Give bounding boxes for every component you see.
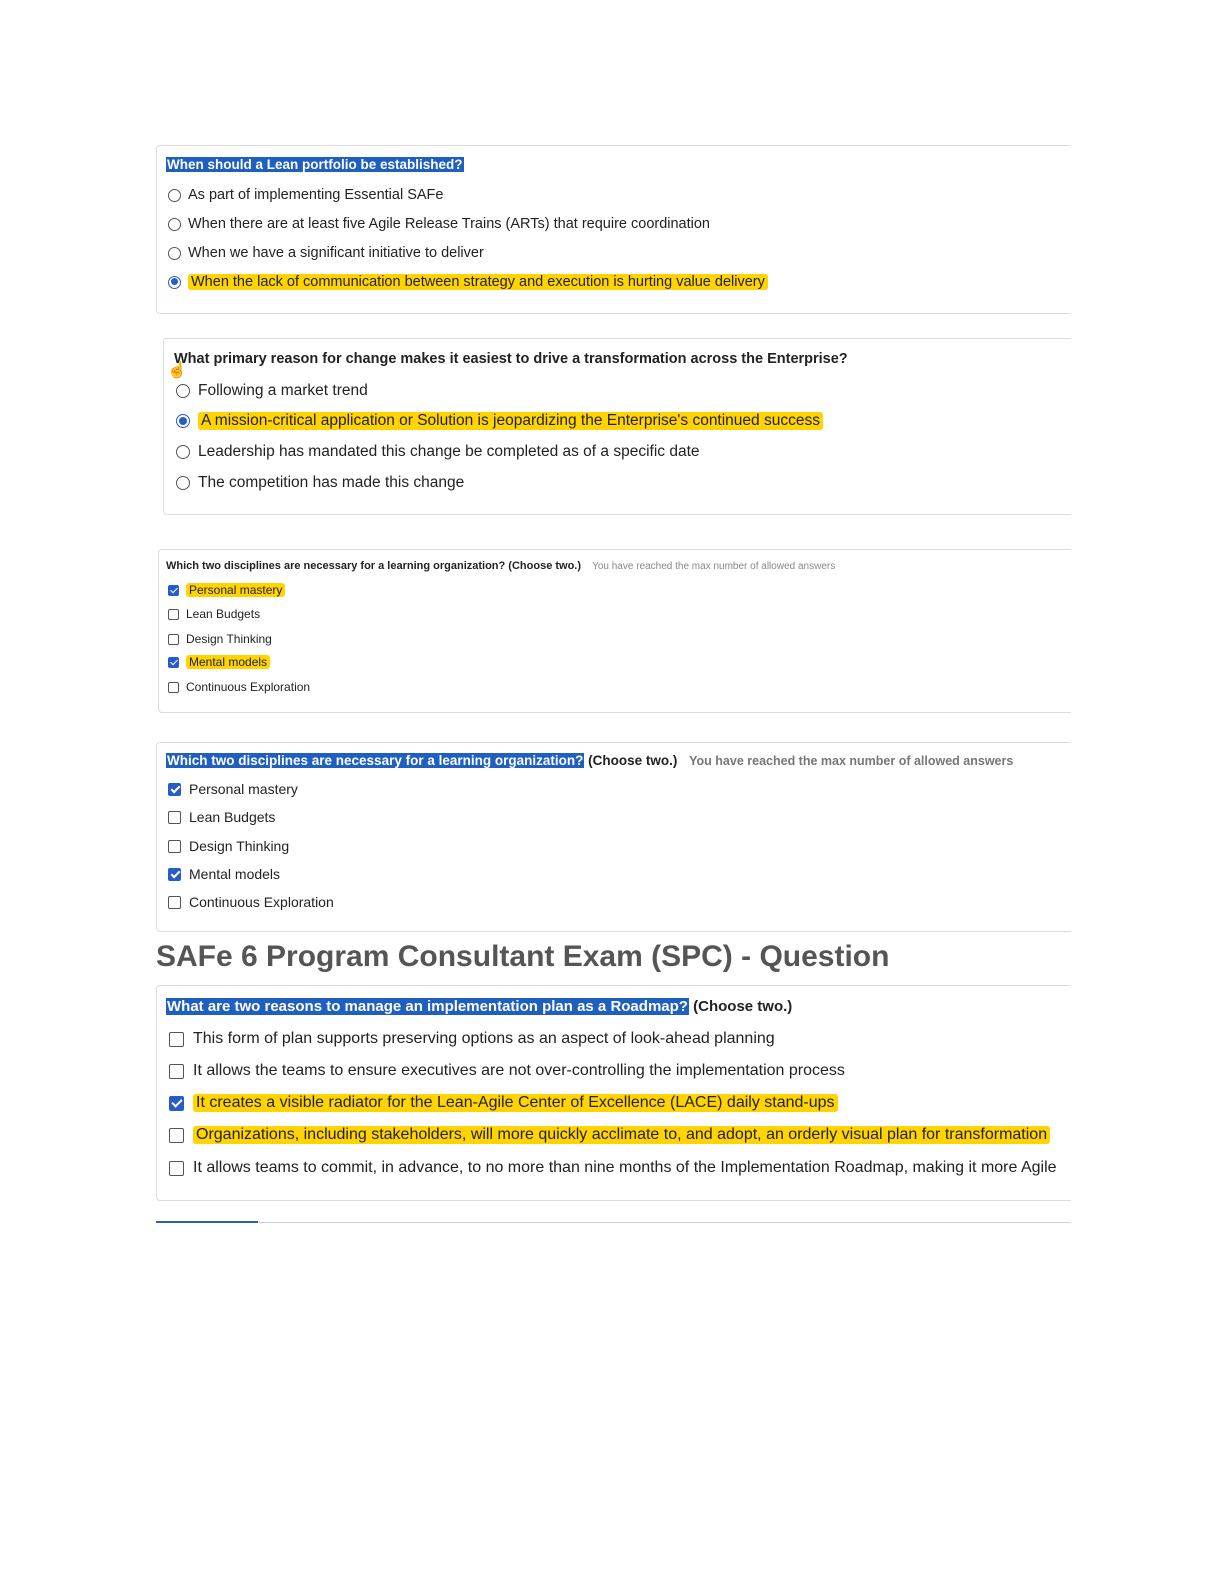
checkbox-checked[interactable] bbox=[168, 783, 181, 796]
checkbox-option[interactable] bbox=[169, 1159, 1057, 1177]
option-label: When we have a significant initiative to deliver bbox=[188, 245, 484, 261]
checkbox-option-checked[interactable] bbox=[169, 1094, 838, 1112]
checkbox[interactable] bbox=[168, 609, 179, 620]
option-label: Continuous Exploration bbox=[186, 680, 311, 694]
choose-two-label: (Choose two.) bbox=[588, 753, 678, 768]
option-label: As part of implementing Essential SAFe bbox=[188, 187, 444, 203]
cropped-heading bbox=[156, 940, 890, 973]
option-label: When there are at least five Agile Release Trains (ARTs) that require coordination bbox=[188, 216, 710, 232]
checkbox-checked[interactable] bbox=[169, 1096, 184, 1111]
checkbox-option[interactable] bbox=[168, 809, 275, 825]
option-label-highlighted: Personal mastery bbox=[186, 583, 285, 597]
option-label: The competition has made this change bbox=[198, 474, 465, 491]
option-label: Design Thinking bbox=[186, 632, 272, 646]
radio-option[interactable] bbox=[168, 245, 484, 261]
selected-question-text: What are two reasons to manage an implementation plan as a Roadmap? bbox=[167, 998, 688, 1015]
question-text bbox=[166, 753, 1013, 768]
radio-option-selected[interactable] bbox=[176, 412, 823, 430]
option-label: Following a market trend bbox=[198, 382, 368, 399]
checkbox-option-checked[interactable] bbox=[168, 866, 280, 882]
checkbox[interactable] bbox=[169, 1161, 184, 1176]
radio-option[interactable] bbox=[176, 382, 368, 400]
option-label: Leadership has mandated this change be completed as of a specific date bbox=[198, 443, 700, 460]
progress-accent-line bbox=[156, 1221, 258, 1223]
checkbox-option[interactable] bbox=[168, 607, 260, 621]
checkbox[interactable] bbox=[168, 840, 181, 853]
checkbox-option[interactable] bbox=[169, 1062, 845, 1080]
radio-button[interactable] bbox=[176, 445, 190, 459]
radio-option[interactable] bbox=[176, 443, 700, 461]
option-label: Mental models bbox=[189, 866, 281, 882]
checkbox-option[interactable] bbox=[168, 894, 334, 910]
radio-button[interactable] bbox=[176, 384, 190, 398]
checkbox[interactable] bbox=[168, 634, 179, 645]
question-label: Which two disciplines are necessary for a learning organization? (Choose two.) bbox=[166, 560, 582, 572]
max-answers-note: You have reached the max number of allowed answers bbox=[689, 754, 1014, 768]
radio-button-selected[interactable] bbox=[176, 414, 190, 428]
radio-button[interactable] bbox=[168, 189, 181, 202]
checkbox-option-checked[interactable] bbox=[168, 583, 285, 597]
radio-option[interactable] bbox=[168, 187, 443, 203]
option-label-highlighted: A mission-critical application or Solution is jeopardizing the Enterprise's continued success bbox=[198, 412, 823, 430]
checkbox-checked[interactable] bbox=[168, 868, 181, 881]
question-text bbox=[166, 998, 792, 1015]
radio-button[interactable] bbox=[168, 247, 181, 260]
radio-button-selected[interactable] bbox=[168, 276, 181, 289]
option-label-highlighted: Mental models bbox=[186, 655, 270, 669]
question-text bbox=[166, 560, 835, 572]
choose-two-label: (Choose two.) bbox=[693, 998, 793, 1015]
checkbox-checked[interactable] bbox=[168, 585, 179, 596]
option-label-highlighted: Organizations, including stakeholders, will more quickly acclimate to, and adopt, an orderly visual plan for transformation bbox=[193, 1126, 1050, 1144]
checkbox-option-checked[interactable] bbox=[168, 655, 270, 669]
checkbox[interactable] bbox=[169, 1032, 184, 1047]
option-label: It allows teams to commit, in advance, to no more than nine months of the Implementation Roadmap, making it more Agile bbox=[193, 1159, 1057, 1176]
option-label: Lean Budgets bbox=[186, 607, 261, 621]
checkbox-option[interactable] bbox=[168, 680, 310, 694]
checkbox[interactable] bbox=[168, 896, 181, 909]
option-label-highlighted: It creates a visible radiator for the Lean-Agile Center of Excellence (LACE) daily stand-ups bbox=[193, 1094, 838, 1112]
checkbox[interactable] bbox=[168, 682, 179, 693]
selected-question-text: When should a Lean portfolio be established? bbox=[167, 157, 463, 172]
option-label: Personal mastery bbox=[189, 781, 298, 797]
checkbox-option[interactable] bbox=[169, 1030, 775, 1048]
checkbox[interactable] bbox=[169, 1064, 184, 1079]
checkbox-option[interactable] bbox=[168, 632, 272, 646]
bottom-divider bbox=[156, 1222, 1071, 1223]
option-label: Lean Budgets bbox=[189, 809, 276, 825]
radio-button[interactable] bbox=[176, 476, 190, 490]
checkbox-option[interactable] bbox=[169, 1126, 1050, 1144]
radio-button[interactable] bbox=[168, 218, 181, 231]
question-text bbox=[166, 157, 464, 172]
checkbox-checked[interactable] bbox=[168, 657, 179, 668]
radio-option[interactable] bbox=[176, 474, 464, 492]
option-label-highlighted: When the lack of communication between strategy and execution is hurting value delivery bbox=[188, 274, 768, 290]
selected-question-text: Which two disciplines are necessary for a learning organization? bbox=[167, 753, 584, 768]
radio-option-selected[interactable] bbox=[168, 274, 768, 290]
max-answers-note: You have reached the max number of allowed answers bbox=[592, 561, 836, 572]
option-label: This form of plan supports preserving options as an aspect of look-ahead planning bbox=[193, 1030, 775, 1047]
cropped-heading-text: SAFe 6 Program Consultant Exam (SPC) - Question bbox=[156, 940, 890, 973]
radio-option[interactable] bbox=[168, 216, 710, 232]
option-label: It allows the teams to ensure executives are not over-controlling the implementation process bbox=[193, 1062, 845, 1079]
checkbox-option[interactable] bbox=[168, 838, 289, 854]
hand-cursor-icon: ☝ bbox=[167, 362, 187, 379]
checkbox[interactable] bbox=[169, 1128, 184, 1143]
option-label: Continuous Exploration bbox=[189, 894, 334, 910]
option-label: Design Thinking bbox=[189, 838, 290, 854]
checkbox-option-checked[interactable] bbox=[168, 781, 298, 797]
question-text: What primary reason for change makes it easiest to drive a transformation across the Enterprise? bbox=[174, 351, 848, 367]
checkbox[interactable] bbox=[168, 811, 181, 824]
